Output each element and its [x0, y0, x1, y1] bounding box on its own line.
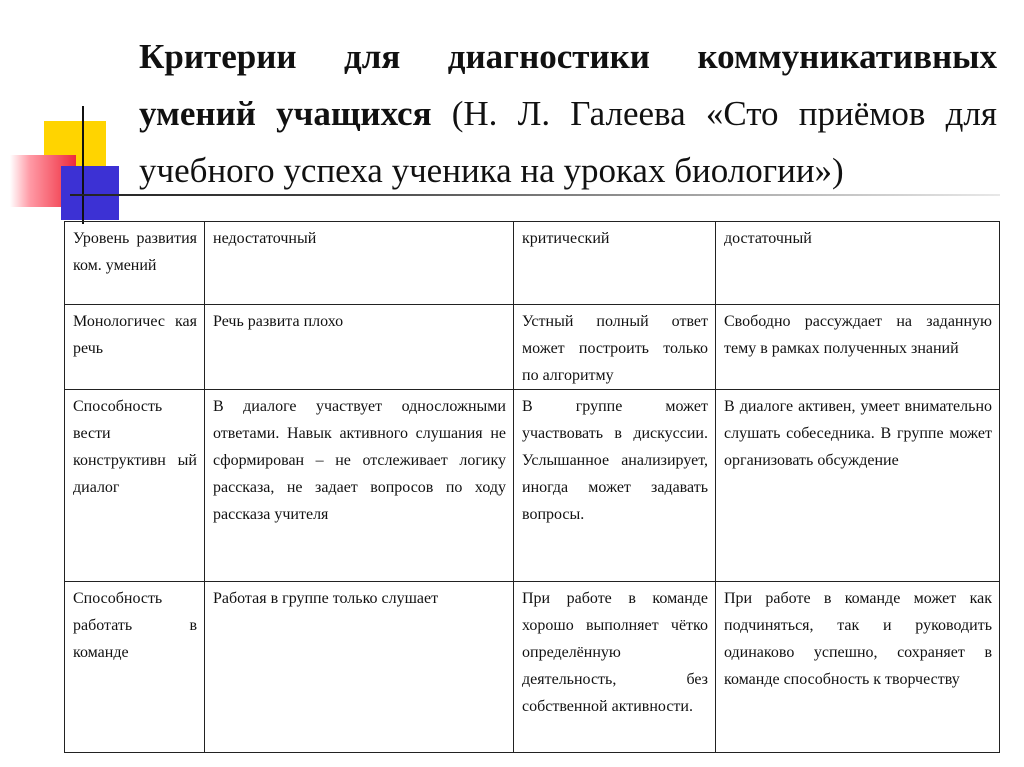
table-row — [65, 582, 1000, 753]
cell-critical: При работе в команде хорошо выполняет чётко определённую деятельность, без собственной активности. — [514, 582, 716, 753]
table-row — [65, 305, 1000, 390]
row-label: Способность вести конструктивн ый диалог — [65, 390, 205, 582]
table-row — [65, 390, 1000, 582]
cell-insufficient: Речь развита плохо — [205, 305, 514, 390]
cell-critical: В группе может участвовать в дискуссии. Услышанное анализирует, иногда может задавать вопросы. — [514, 390, 716, 582]
decor-vertical-line — [82, 106, 84, 224]
cell-critical: Устный полный ответ может построить только по алгоритму — [514, 305, 716, 390]
slide-title-bold: Критерии для диагностики коммуникативных умений учащихся — [139, 37, 997, 133]
table-header-row — [65, 222, 1000, 305]
row-label: Монологичес кая речь — [65, 305, 205, 390]
slide-title-source: (Н. Л. Галеева «Сто приёмов для учебного успеха ученика на уроках биологии») — [139, 94, 997, 190]
row-label: Способность работать в команде — [65, 582, 205, 753]
header-cell-insufficient: недостаточный — [205, 222, 514, 305]
header-cell-level: Уровень развития ком. умений — [65, 222, 205, 305]
decor-blue-square — [61, 166, 119, 220]
criteria-table — [64, 221, 1000, 753]
slide-title — [139, 28, 997, 199]
cell-insufficient: В диалоге участвует односложными ответами. Навык активного слушания не сформирован – не отслеживает логику рассказа, не задает вопросов по ходу рассказа учителя — [205, 390, 514, 582]
cell-sufficient: При работе в команде может как подчиняться, так и руководить одинаково успешно, сохраняет в команде способность к творчеству — [716, 582, 1000, 753]
header-cell-sufficient: достаточный — [716, 222, 1000, 305]
cell-insufficient: Работая в группе только слушает — [205, 582, 514, 753]
header-cell-critical: критический — [514, 222, 716, 305]
cell-sufficient: Свободно рассуждает на заданную тему в рамках полученных знаний — [716, 305, 1000, 390]
cell-sufficient: В диалоге активен, умеет внимательно слушать собеседника. В группе может организовать обсуждение — [716, 390, 1000, 582]
